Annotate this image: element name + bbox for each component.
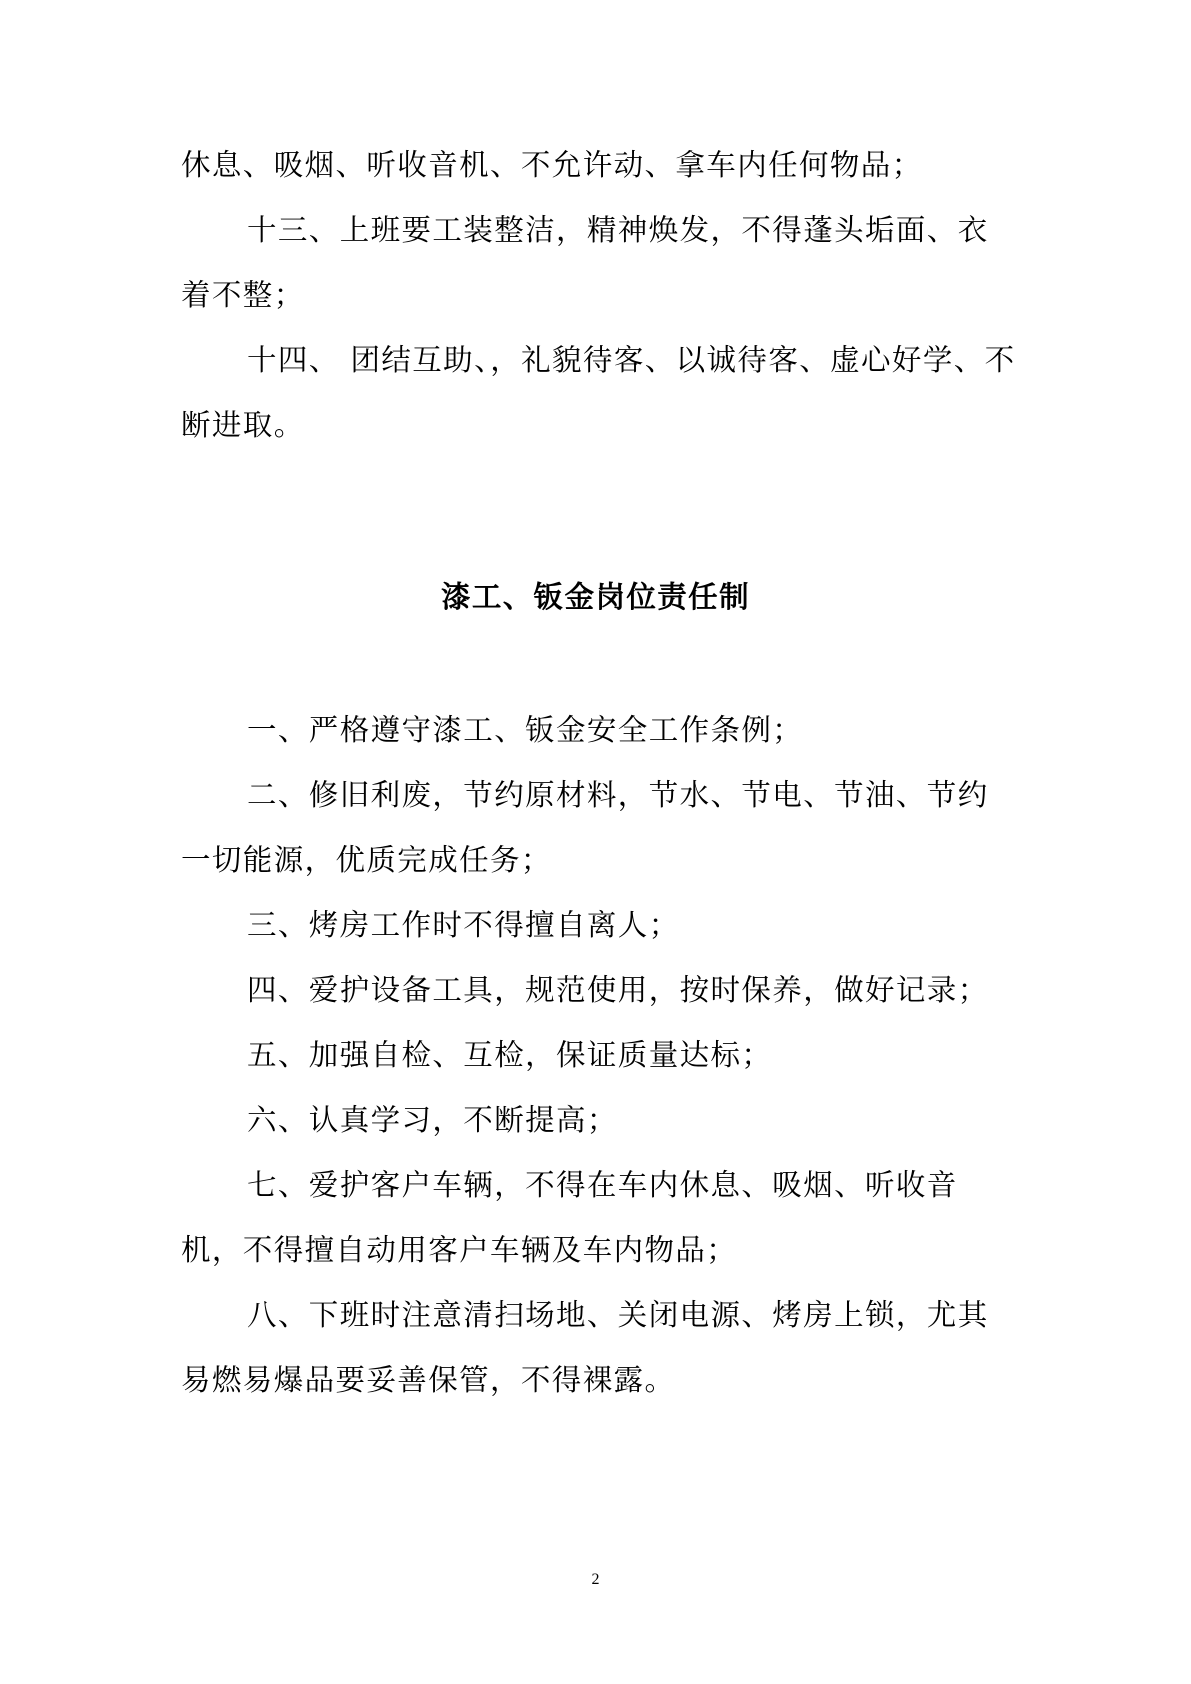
list-item: 六、认真学习，不断提高； (247, 1103, 618, 1137)
list-item: 七、爱护客户车辆，不得在车内休息、吸烟、听收音机，不得擅自动用客户车辆及车内物品； (181, 1168, 958, 1267)
section-title: 漆工、钣金岗位责任制 (440, 579, 750, 614)
page-number: 2 (591, 1571, 600, 1588)
list-item: 八、下班时注意清扫场地、关闭电源、烤房上锁，尤其易燃易爆品要妥善保管，不得裸露。 (181, 1298, 989, 1397)
paragraph: 十三、上班要工装整洁，精神焕发，不得蓬头垢面、衣着不整； (181, 213, 989, 312)
list-item: 一、严格遵守漆工、钣金安全工作条例； (247, 713, 804, 747)
list-item: 四、爱护设备工具，规范使用，按时保养，做好记录； (247, 973, 989, 1007)
list-item: 五、加强自检、互检，保证质量达标； (247, 1038, 773, 1072)
duty-list (181, 698, 1019, 1413)
paragraph: 十四、 团结互助、，礼貌待客、以诚待客、虚心好学、不断进取。 (181, 343, 1016, 442)
list-item: 二、修旧利废，节约原材料，节水、节电、节油、节约一切能源，优质完成任务； (181, 778, 989, 877)
continuation-text (181, 133, 1019, 458)
paragraph: 休息、吸烟、听收音机、不允许动、拿车内任何物品； (181, 148, 923, 182)
list-item: 三、烤房工作时不得擅自离人； (247, 908, 680, 942)
